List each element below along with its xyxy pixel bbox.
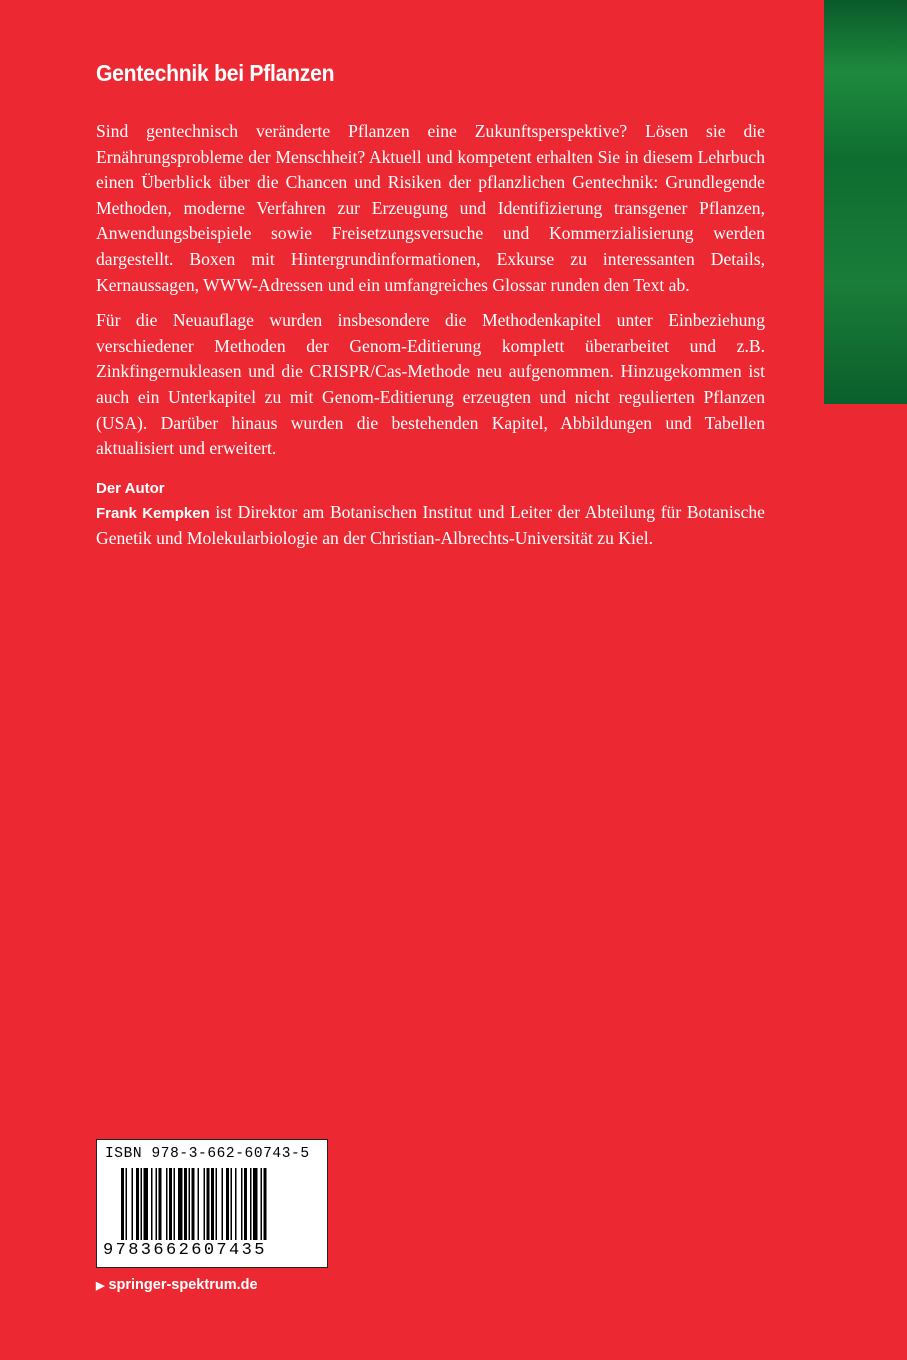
book-title: Gentechnik bei Pflanzen xyxy=(96,60,335,86)
barcode-bar xyxy=(261,1168,263,1240)
website-label: springer-spektrum.de xyxy=(108,1277,258,1293)
barcode-bar xyxy=(184,1168,187,1240)
barcode-bar xyxy=(126,1168,128,1240)
barcode-bar xyxy=(207,1168,210,1240)
barcode-bar xyxy=(204,1168,206,1240)
barcode-bar xyxy=(241,1168,243,1240)
barcode-bar xyxy=(250,1168,252,1240)
barcode-bar xyxy=(198,1168,200,1240)
barcode-bar xyxy=(222,1168,224,1240)
publisher-website[interactable] xyxy=(96,1277,258,1293)
author-bio xyxy=(96,500,765,552)
green-spine-strip xyxy=(824,0,907,404)
barcode-bar xyxy=(144,1168,149,1240)
barcode-bar xyxy=(253,1168,258,1240)
barcode-bar xyxy=(216,1168,218,1240)
barcode-bar xyxy=(192,1168,195,1240)
barcode-bar xyxy=(235,1168,237,1240)
barcode-graphic xyxy=(121,1168,311,1240)
barcode-bar xyxy=(174,1168,176,1240)
barcode-bar xyxy=(169,1168,172,1240)
back-cover-content xyxy=(96,60,765,552)
barcode-bar xyxy=(121,1168,124,1240)
barcode-bar xyxy=(151,1168,153,1240)
arrow-right-icon: ▶ xyxy=(96,1280,105,1292)
isbn-barcode-box xyxy=(96,1139,328,1268)
barcode-bar xyxy=(189,1168,191,1240)
author-heading: Der Autor xyxy=(96,479,165,497)
barcode-bar xyxy=(226,1168,229,1240)
barcode-bar xyxy=(132,1168,134,1240)
barcode-bar xyxy=(264,1168,267,1240)
barcode-digits: 9783662607435 xyxy=(103,1241,267,1260)
barcode-bar xyxy=(231,1168,233,1240)
barcode-bar xyxy=(211,1168,214,1240)
barcode-bar xyxy=(156,1168,158,1240)
description-paragraph-2: Für die Neuauflage wurden insbesondere die Methodenkapitel unter Einbeziehung verschiedener Methoden der Genom-Editierung komplett überarbeitet und z.B. Zinkfingernukleasen und die CRISPR/Cas-Methode neu aufgenommen. Hinzugekommen ist auch ein Unterkapitel zu mit Genom-Editierung erzeugten und nicht regulierten Pflanzen (USA). Darüber hinaus wurden die bestehenden Kapitel, Abbildungen und Tabellen aktualisiert und erweitert. xyxy=(96,310,765,459)
barcode-bar xyxy=(166,1168,168,1240)
author-name: Frank Kempken xyxy=(96,504,210,522)
barcode-bar xyxy=(159,1168,162,1240)
barcode-bar xyxy=(136,1168,139,1240)
isbn-label: ISBN 978-3-662-60743-5 xyxy=(105,1146,310,1162)
description-paragraph-1: Sind gentechnisch veränderte Pflanzen eine Zukunftsperspektive? Lösen sie die Ernährungsprobleme der Menschheit? Aktuell und kompetent erhalten Sie in diesem Lehrbuch einen Überblick über die Chancen und Risiken der pflanzlichen Gentechnik: Grundlegende Methoden, moderne Verfahren zur Erzeugung und Identifizierung transgener Pflanzen, Anwendungsbeispiele sowie Freisetzungsversuche und Kommerzialisierung werden dargestellt. Boxen mit Hintergrundinformationen, Exkurse zu interessanten Details, Kernaussagen, WWW-Adressen und ein umfangreiches Glossar runden den Text ab. xyxy=(96,121,765,295)
barcode-bar xyxy=(178,1168,183,1240)
barcode-bar xyxy=(244,1168,247,1240)
barcode-bar xyxy=(141,1168,143,1240)
author-description: ist Direktor am Botanischen Institut und Leiter der Abteilung für Botanische Genetik und Molekularbiologie an der Christian-Albrechts-Universität zu Kiel. xyxy=(96,501,765,549)
